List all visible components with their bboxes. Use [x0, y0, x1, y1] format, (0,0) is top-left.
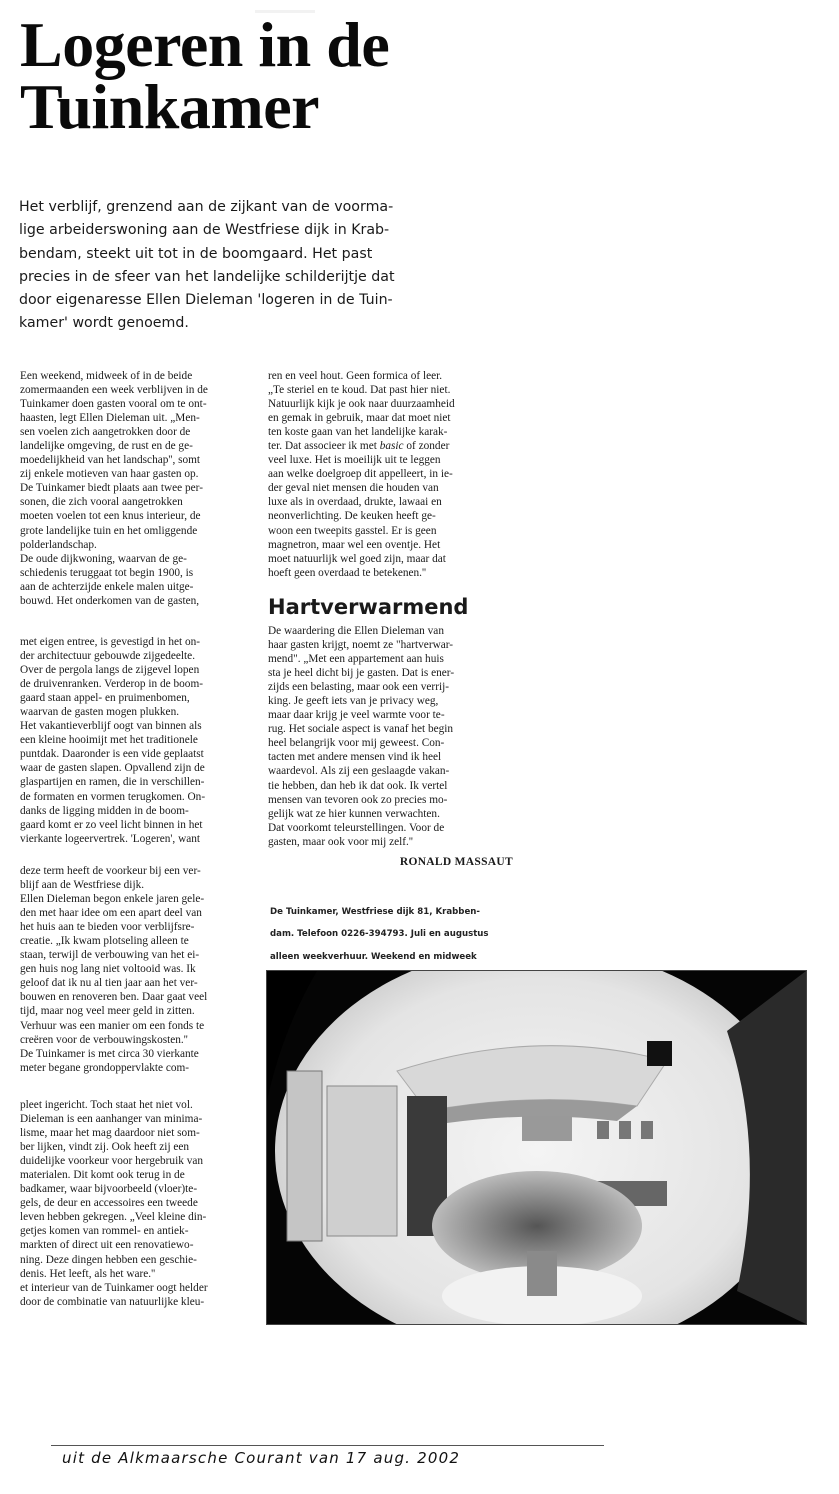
text-line: Natuurlijk kijk je ook naar duurzaamheid — [268, 398, 455, 411]
text-line: vierkante logeervertrek. 'Logeren', want — [20, 832, 201, 845]
text-line: blijf aan de Westfriese dijk. — [20, 879, 145, 892]
text-line: staan, terwijl de verbouwing van het ei- — [20, 949, 200, 962]
text-line: landelijke omgeving, de rust en de ge- — [20, 440, 193, 453]
text-line: lisme, maar het mag daardoor niet som- — [20, 1127, 200, 1140]
text-line: moet natuurlijk wel goed zijn, maar dat — [268, 552, 446, 565]
text-line: leven hebben gekregen. „Veel kleine din- — [20, 1211, 207, 1224]
text-line: et interieur van de Tuinkamer oogt helder — [20, 1281, 208, 1294]
text-line: „Te steriel en te koud. Dat past hier niet. — [268, 384, 451, 397]
text-line: materialen. Dit komt ook terug in de — [20, 1169, 185, 1182]
text-line: Dat voorkomt teleurstellingen. Voor de — [268, 821, 445, 834]
text-line: moeten voelen tot een knus interieur, de — [20, 510, 201, 523]
text-line: ren en veel hout. Geen formica of leer. — [268, 370, 443, 382]
text-line: alleen weekverhuur. Weekend en midweek — [270, 951, 477, 962]
column-1-block-4 — [20, 1098, 260, 1309]
text-line: zij enkele motieven van haar gasten op. — [20, 468, 199, 481]
article-intro — [19, 196, 489, 336]
text-line: gelijk wat ze hier kunnen verwachten. — [268, 807, 440, 820]
text-line: met eigen entree, is gevestigd in het on- — [20, 636, 201, 648]
handwritten-source-note: uit de Alkmaarsche Courant van 17 aug. 2002 — [62, 1449, 461, 1467]
text-line: Over de pergola langs de zijgevel lopen — [20, 664, 200, 677]
text-line: ber lijken, vindt zij. Ook heeft zij een — [20, 1141, 190, 1154]
title-line-1: Logeren in de — [20, 9, 390, 80]
text-line: neonverlichting. De keuken heeft ge- — [268, 510, 436, 523]
text-line: duidelijke voorkeur voor hergebruik van — [20, 1155, 204, 1168]
title-line-2: Tuinkamer — [20, 71, 319, 142]
intro-line: lige arbeiderswoning aan de Westfriese dijk in Krab- — [19, 222, 390, 239]
text-line: gaard komt er zo veel licht binnen in het — [20, 818, 203, 831]
text-line: zomermaanden een week verblijven in de — [20, 384, 208, 397]
text-line: der architectuur gebouwde zijgedeelte. — [20, 650, 196, 663]
column-1-block-1 — [20, 369, 260, 608]
text-line: tijd, maar nog veel meer geld in zitten. — [20, 1005, 195, 1018]
text-line: luxe als in overdaad, drukte, lawaai en — [268, 496, 442, 509]
text-line: denis. Het leeft, als het ware.'' — [20, 1267, 156, 1280]
intro-line: door eigenaresse Ellen Dieleman 'logeren in de Tuin- — [19, 292, 393, 309]
wall-picture-3 — [641, 1121, 653, 1139]
text-line: mensen van tevoren ook zo precies mo- — [268, 793, 448, 806]
text-line: waardevol. Als zij een geslaagde vakan- — [268, 765, 450, 778]
text-line: glaspartijen en ramen, die in verschillen- — [20, 776, 205, 789]
text-line: aan welke doelgroep dit appelleert, in ie- — [268, 468, 453, 481]
text-line: dam. Telefoon 0226-394793. Juli en augustus — [270, 929, 489, 940]
text-line: sen voelen zich aangetrokken door de — [20, 426, 191, 439]
text-line: danks de ligging midden in de boom- — [20, 804, 189, 817]
text-line: meter begane grondoppervlakte com- — [20, 1061, 190, 1074]
text-line: creatie. „Ik kwam plotseling alleen te — [20, 935, 189, 948]
lamp — [647, 1041, 672, 1066]
text-line: de druivenranken. Verderop in de boom- — [20, 678, 203, 691]
text-line: markten of direct uit een renovatiewo- — [20, 1239, 194, 1252]
column-2-block-1 — [268, 369, 513, 580]
text-line: tie hebben, dan heb ik dat ook. Ik vertel — [268, 779, 448, 792]
text-line: aan de achterzijde enkele malen uitge- — [20, 580, 194, 593]
text-line: ter. Dat associeer ik met basic of zonder — [268, 440, 450, 453]
byline: RONALD MASSAUT — [399, 856, 513, 868]
text-line: Dieleman is een aanhanger van minima- — [20, 1113, 203, 1126]
text-line: door de combinatie van natuurlijke kleu- — [20, 1295, 205, 1308]
text-line: geloof dat ik nu al tien jaar aan het ver- — [20, 977, 198, 990]
window-far-left — [287, 1071, 322, 1241]
text-line: Ellen Dieleman begon enkele jaren gele- — [20, 893, 205, 906]
column-2-block-2 — [268, 624, 513, 849]
column-1-block-2 — [20, 635, 260, 846]
text-line: Tuinkamer doen gasten vooral om te ont- — [20, 398, 207, 411]
text-line: een kleine hooimijt met het traditionele — [20, 734, 198, 747]
text-line: ten koste gaan van het landelijke karak- — [268, 426, 448, 439]
text-line: schiedenis teruggaat tot begin 1900, is — [20, 566, 194, 579]
text-line: het huis aan te bieden voor verblijfsre- — [20, 921, 195, 934]
text-line: moedelijkheid van het landschap'', somt — [20, 454, 201, 467]
text-line: Verhuur was een manier om een fonds te — [20, 1019, 205, 1032]
text-line: waarvan de gasten mogen plukken. — [20, 706, 180, 719]
subheading: Hartverwarmend — [268, 595, 469, 619]
intro-line: Het verblijf, grenzend aan de zijkant van de voorma- — [19, 199, 394, 215]
text-line: sonen, die zich vooral aangetrokken — [20, 496, 183, 509]
text-line: magnetron, maar wel een oventje. Het — [268, 538, 441, 551]
text-line: deze term heeft de voorkeur bij een ver- — [20, 865, 201, 877]
text-line: De Tuinkamer is met circa 30 vierkante — [20, 1047, 199, 1060]
text-line: sta je heel dicht bij je gasten. Dat is ener- — [268, 667, 455, 680]
text-line: De Tuinkamer biedt plaats aan twee per- — [20, 482, 203, 495]
text-line: Het vakantieverblijf oogt van binnen als — [20, 720, 202, 733]
intro-line: bendam, steekt uit tot in de boomgaard. Het past — [19, 245, 373, 262]
text-line: polderlandschap. — [20, 538, 97, 551]
shelf — [522, 1116, 572, 1141]
article-title — [20, 9, 580, 142]
text-line: woon een tweepits gasstel. Er is geen — [268, 524, 437, 537]
text-line: bouwd. Het onderkomen van de gasten, — [20, 594, 200, 607]
text-line: getjes komen van rommel- en antiek- — [20, 1225, 189, 1238]
text-line: gels, de deur en accessoires een tweede — [20, 1197, 198, 1210]
text-line: tacten met andere mensen vind ik heel — [268, 751, 442, 764]
text-line: de formaten en vormen terugkomen. On- — [20, 790, 206, 803]
fisheye-photo-illustration — [267, 971, 806, 1324]
text-line: De Tuinkamer, Westfriese dijk 81, Krabben- — [270, 906, 480, 917]
text-line: king. Je geeft iets van je privacy weg, — [268, 695, 439, 708]
article-photo — [266, 970, 807, 1325]
text-line: badkamer, waar bijvoorbeeld (vloer)te- — [20, 1183, 198, 1196]
vase — [527, 1251, 557, 1296]
text-line: ning. Deze dingen hebben een geschie- — [20, 1253, 197, 1266]
text-line: De waardering die Ellen Dieleman van — [268, 625, 444, 637]
text-line: puntdak. Daaronder is een vide geplaatst — [20, 748, 204, 761]
text-line: maar daar krijg je veel warmte voor te- — [268, 709, 445, 722]
text-line: creëren voor de verbouwingskosten.'' — [20, 1033, 188, 1046]
text-line: waar de gasten slapen. Opvallend zijn de — [20, 762, 205, 775]
text-line: rug. Het sociale aspect is vanaf het begin — [268, 723, 454, 736]
text-line: hoeft geen overdaad te betekenen.'' — [268, 566, 427, 579]
text-line: den met haar idee om een apart deel van — [20, 907, 202, 920]
text-line: bouwen en renoveren ben. Daar gaat veel — [20, 991, 208, 1004]
text-line: gaard staan appel- en pruimenbomen, — [20, 692, 190, 705]
text-line: gasten, maar ook voor mij zelf.'' — [268, 835, 413, 848]
text-line: De oude dijkwoning, waarvan de ge- — [20, 552, 187, 565]
wall-picture-2 — [619, 1121, 631, 1139]
text-line: mend". „Met een appartement aan huis — [268, 653, 444, 666]
column-1-block-3 — [20, 864, 260, 1075]
text-line: Een weekend, midweek of in de beide — [20, 370, 193, 382]
text-line: gen huis nog lang niet voltooid was. Ik — [20, 963, 196, 976]
text-line: haar gasten krijgt, noemt ze "hartverwar- — [268, 639, 454, 652]
text-line: en gemak in gebruik, maar dat moet niet — [268, 412, 451, 425]
text-line: heel belangrijk voor mij geweest. Con- — [268, 737, 445, 750]
text-line: der geval niet mensen die houden van — [268, 482, 439, 495]
text-line: pleet ingericht. Toch staat het niet vol. — [20, 1099, 193, 1111]
text-line: zijds een belasting, maar ook een verrij- — [268, 681, 449, 694]
text-line: veel luxe. Het is moeilijk uit te leggen — [268, 454, 441, 467]
intro-line: kamer' wordt genoemd. — [19, 315, 189, 332]
text-line: grote landelijke tuin en het omliggende — [20, 524, 198, 537]
intro-line: precies in de sfeer van het landelijke schilderijtje dat — [19, 268, 395, 285]
text-line: haasten, legt Ellen Dieleman uit. „Men- — [20, 412, 200, 425]
window-left — [327, 1086, 397, 1236]
wall-picture-1 — [597, 1121, 609, 1139]
footer-rule — [51, 1445, 604, 1446]
